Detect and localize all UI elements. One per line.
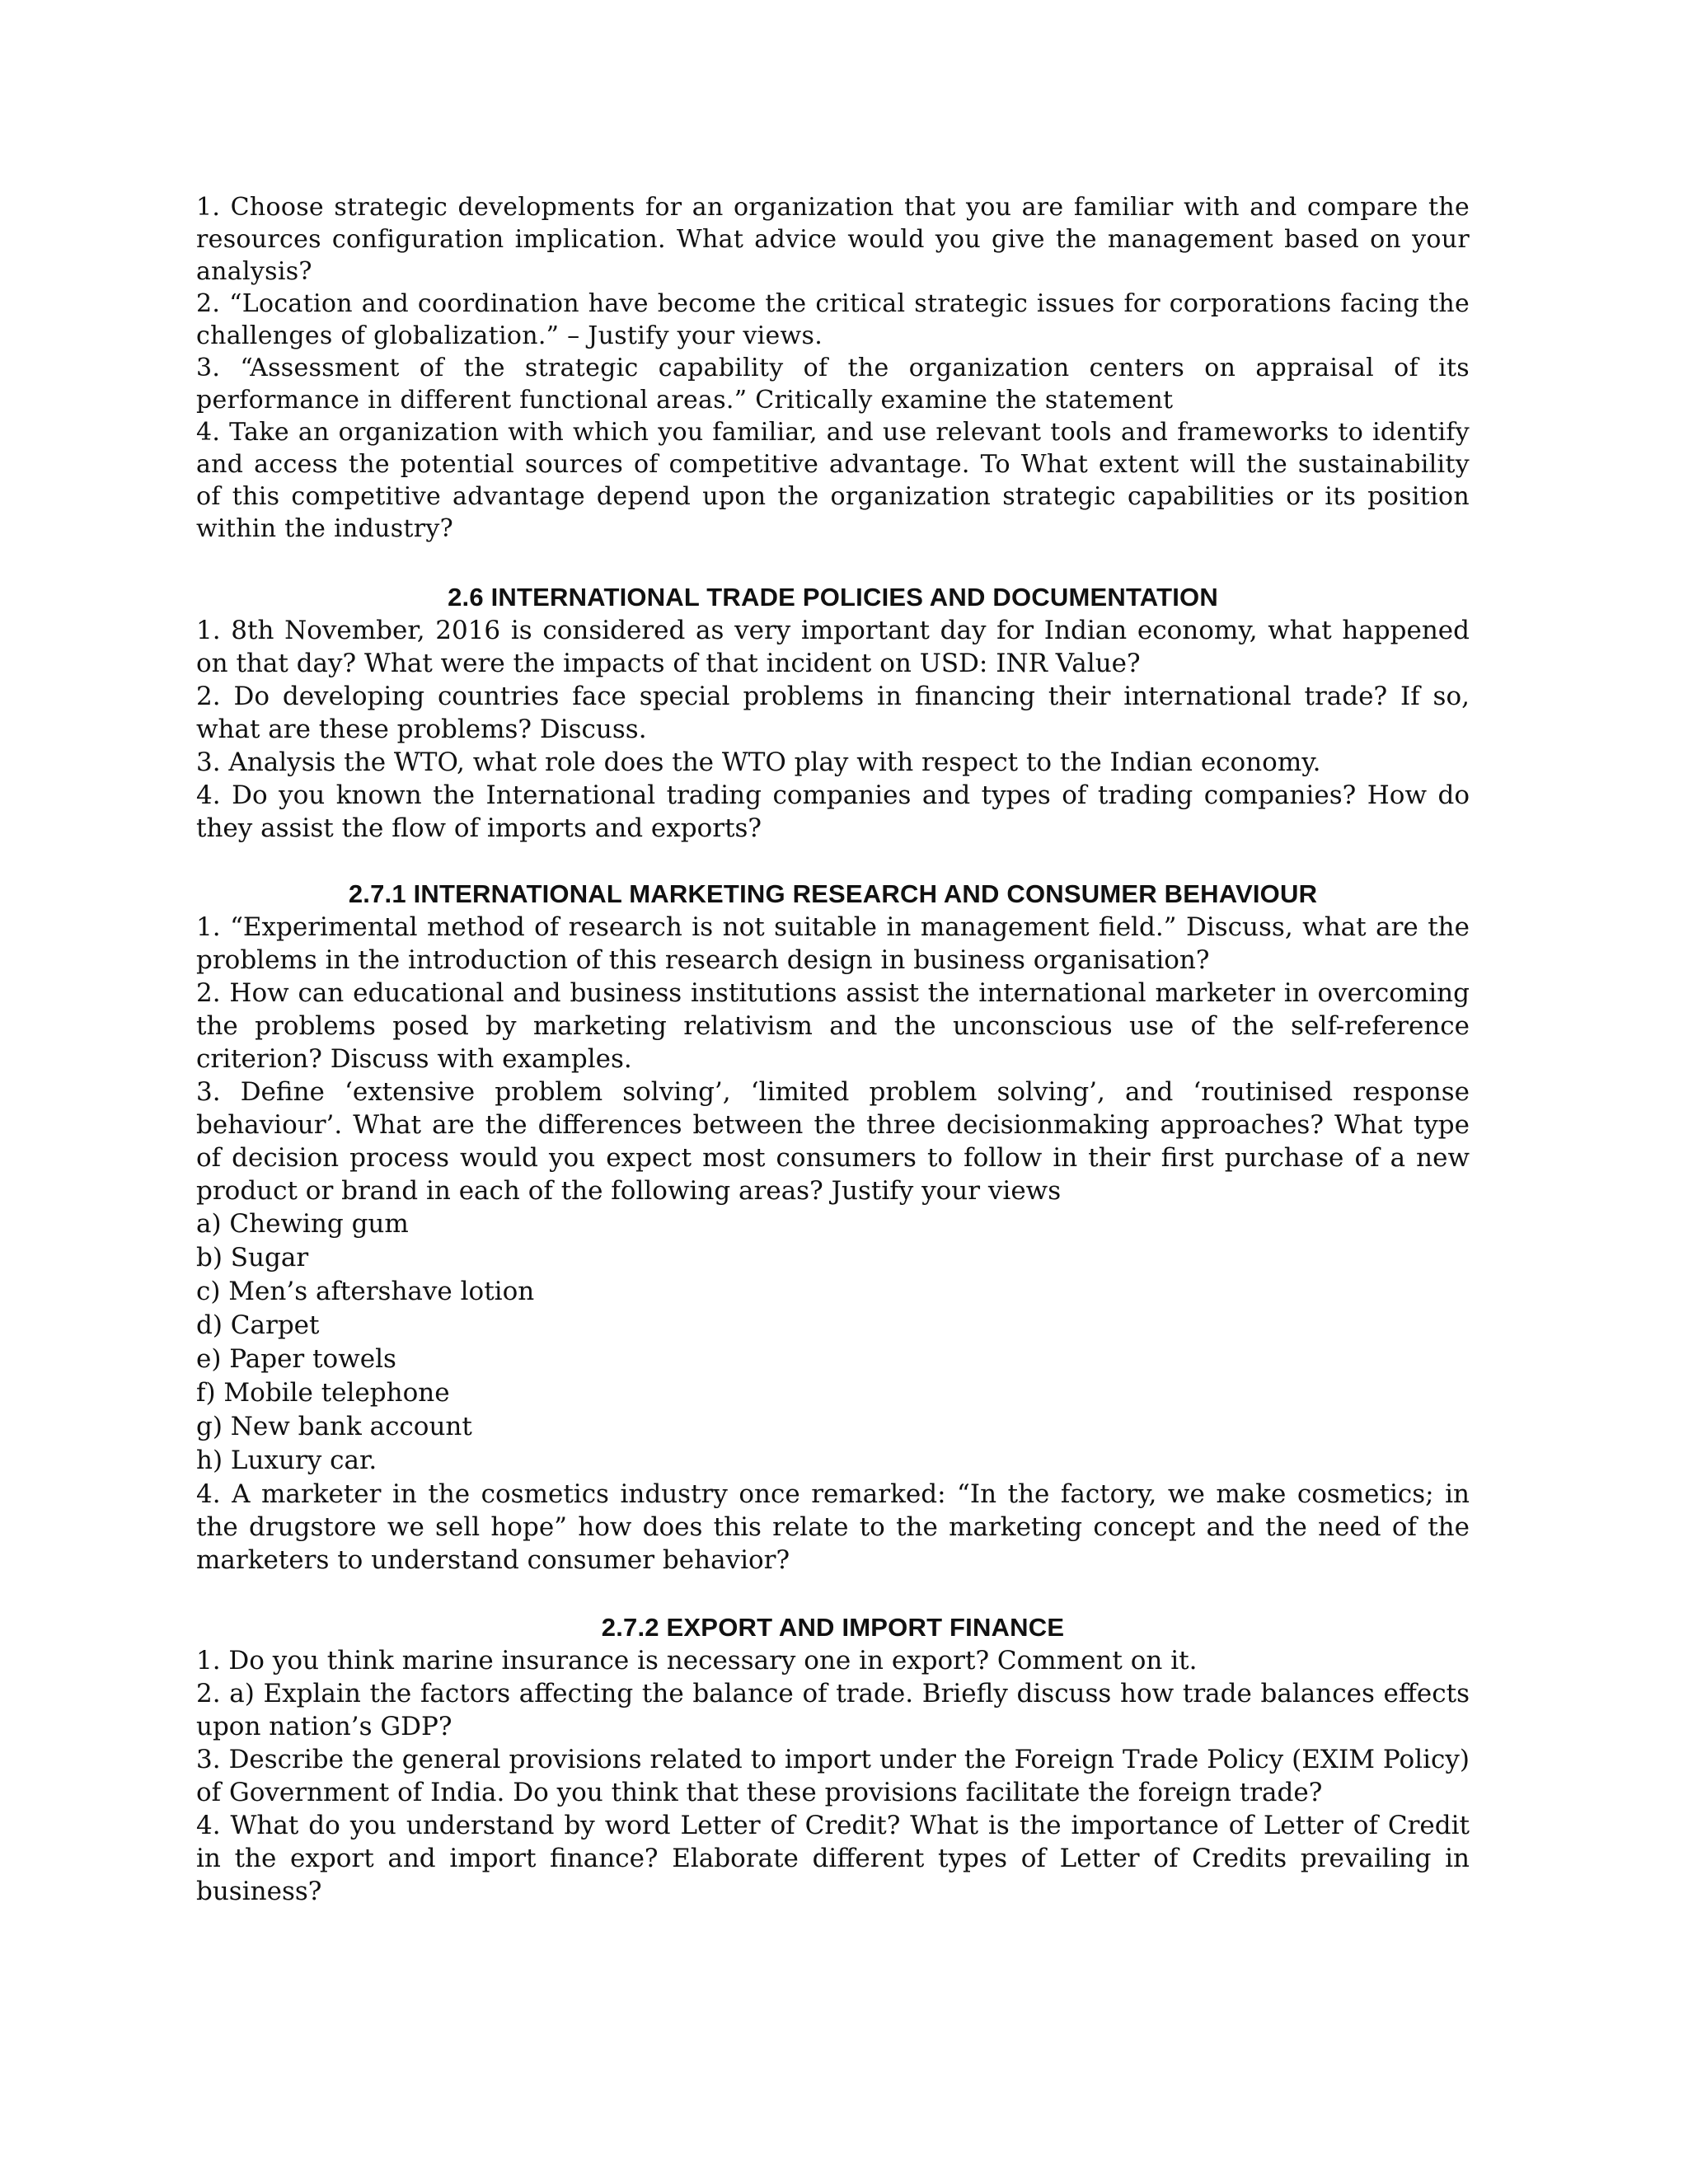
- question-item: 2. Do developing countries face special problems in financing their international trade? If so, what are these problems? Discuss.: [196, 682, 1470, 744]
- list-item: h) Luxury car.: [196, 1446, 377, 1475]
- section-heading: 2.7.2 EXPORT AND IMPORT FINANCE: [601, 1613, 1065, 1642]
- section-heading: 2.7.1 INTERNATIONAL MARKETING RESEARCH AND CONSUMER BEHAVIOUR: [348, 879, 1318, 908]
- list-item: a) Chewing gum: [196, 1209, 409, 1239]
- section-trade-policies: [196, 581, 1470, 845]
- document-page: [196, 191, 1470, 1908]
- question-item: 4. What do you understand by word Letter of Credit? What is the importance of Letter of Credit in the export and import finance? Elaborate different types of Letter of Credits prevailing in business?: [196, 1811, 1470, 1906]
- question-item: 4. Take an organization with which you familiar, and use relevant tools and frameworks to identify and access the potential sources of competitive advantage. To What extent will the sustainability of this competitive advantage depend upon the organization strategic capabilities or its position within the industry?: [196, 418, 1470, 543]
- section-marketing-research: [196, 878, 1470, 1577]
- question-item: 2. “Location and coordination have become the critical strategic issues for corporations facing the challenges of globalization.” – Justify your views.: [196, 289, 1470, 350]
- list-item: e) Paper towels: [196, 1344, 396, 1374]
- question-item: 3. Describe the general provisions related to import under the Foreign Trade Policy (EXIM Policy) of Government of India. Do you think that these provisions facilitate the foreign trade?: [196, 1745, 1470, 1807]
- section-export-import-finance: [196, 1611, 1470, 1908]
- question-item: 2. How can educational and business institutions assist the international marketer in overcoming the problems posed by marketing relativism and the unconscious use of the self-reference criterion? Discuss with examples.: [196, 978, 1470, 1074]
- question-item: 3. “Assessment of the strategic capability of the organization centers on appraisal of its performance in different functional areas.” Critically examine the statement: [196, 354, 1470, 415]
- list-item: c) Men’s aftershave lotion: [196, 1277, 535, 1306]
- list-item: b) Sugar: [196, 1243, 309, 1272]
- question-item: 3. Define ‘extensive problem solving’, ‘limited problem solving’, and ‘routinised response behaviour’. What are the differences between the three decisionmaking approaches? What type of decision process would you expect most consumers to follow in their first purchase of a new product or brand in each of the following areas? Justify your views: [196, 1077, 1470, 1206]
- question-item: 2. a) Explain the factors affecting the balance of trade. Briefly discuss how trade balances effects upon nation’s GDP?: [196, 1679, 1470, 1741]
- question-item: 1. “Experimental method of research is not suitable in management field.” Discuss, what are the problems in the introduction of this research design in business organisation?: [196, 912, 1470, 975]
- question-item: 1. 8th November, 2016 is considered as very important day for Indian economy, what happened on that day? What were the impacts of that incident on USD: INR Value?: [196, 616, 1470, 678]
- question-item: 1. Do you think marine insurance is necessary one in export? Comment on it.: [196, 1646, 1198, 1675]
- question-item: 4. Do you known the International trading companies and types of trading companies? How do they assist the flow of imports and exports?: [196, 780, 1470, 843]
- purchase-areas-list: [196, 1207, 1470, 1478]
- question-item: 4. A marketer in the cosmetics industry once remarked: “In the factory, we make cosmetics; in the drugstore we sell hope” how does this relate to the marketing concept and the need of the marketers to understand consumer behavior?: [196, 1479, 1470, 1575]
- intro-questions: [196, 191, 1470, 545]
- list-item: f) Mobile telephone: [196, 1378, 450, 1408]
- question-item: 1. Choose strategic developments for an organization that you are familiar with and compare the resources configuration implication. What advice would you give the management based on your analysis?: [196, 193, 1470, 286]
- section-heading: 2.6 INTERNATIONAL TRADE POLICIES AND DOCUMENTATION: [448, 583, 1218, 612]
- list-item: d) Carpet: [196, 1310, 320, 1340]
- list-item: g) New bank account: [196, 1412, 472, 1441]
- question-item: 3. Analysis the WTO, what role does the WTO play with respect to the Indian economy.: [196, 748, 1321, 777]
